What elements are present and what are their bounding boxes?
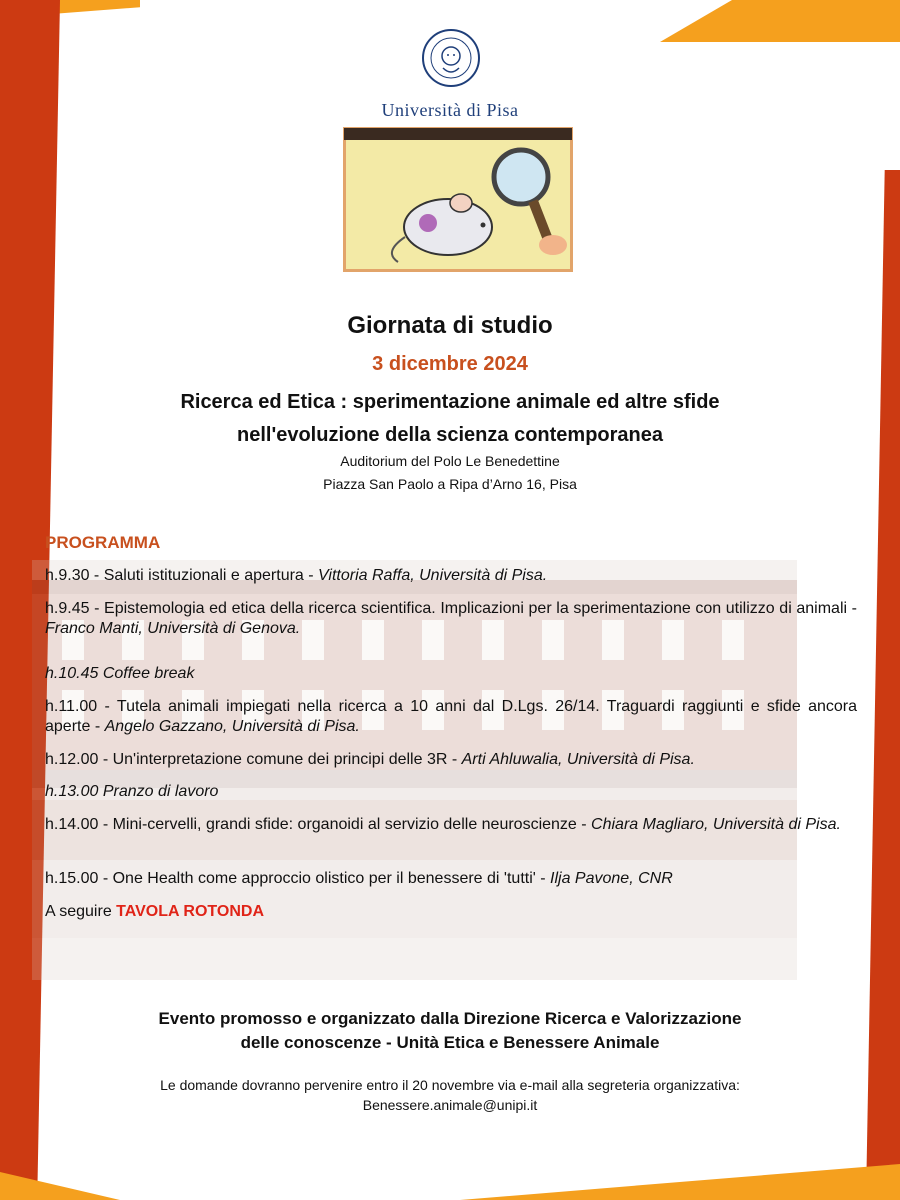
program-item bbox=[45, 697, 857, 737]
organizer-line-2: delle conoscenze - Unità Etica e Benessere Animale bbox=[240, 1033, 660, 1052]
event-subtitle bbox=[0, 386, 900, 452]
event-date: 3 dicembre 2024 bbox=[372, 353, 528, 375]
event-subtitle-line-2: nell'evoluzione della scienza contemporanea bbox=[237, 424, 663, 446]
bottom-right-orange-band bbox=[460, 1164, 900, 1200]
event-title: Giornata di studio bbox=[347, 312, 553, 339]
submission-line-1: Le domande dovranno pervenire entro il 20 novembre via e-mail alla segreteria organizzativa: bbox=[160, 1077, 740, 1093]
program-item-text: h.15.00 - One Health come approccio olistico per il benessere di 'tutti' - bbox=[45, 870, 551, 887]
program-item-speaker: Vittoria Raffa, Università di Pisa. bbox=[318, 567, 548, 584]
organizer-line-1: Evento promosso e organizzato dalla Direzione Ricerca e Valorizzazione bbox=[158, 1009, 742, 1028]
closing-prefix: A seguire bbox=[45, 903, 117, 920]
program-item-speaker: Chiara Magliaro, Università di Pisa. bbox=[591, 816, 841, 833]
program-heading: PROGRAMMA bbox=[45, 533, 161, 552]
program-closing bbox=[45, 902, 857, 922]
event-venue bbox=[0, 450, 900, 496]
program-item-text: h.14.00 - Mini-cervelli, grandi sfide: organoidi al servizio delle neuroscienze - bbox=[45, 816, 592, 833]
program-item bbox=[45, 566, 857, 586]
program-item-text: h.9.30 - Saluti istituzionali e apertura - bbox=[45, 567, 319, 584]
program-item-text: h.11.00 - Tutela animali impiegati nella ricerca a 10 anni dal D.Lgs. 26/14. Traguardi raggiunti e sfide ancora aperte - bbox=[45, 698, 857, 735]
program-break-label: h.10.45 Coffee break bbox=[45, 665, 195, 682]
program-break bbox=[45, 782, 857, 802]
submission-note bbox=[0, 1075, 900, 1115]
program-break-label: h.13.00 Pranzo di lavoro bbox=[45, 783, 219, 800]
mouse-magnifier-illustration bbox=[343, 127, 573, 272]
program-item bbox=[45, 599, 857, 639]
program-item-speaker: Franco Manti, Università di Genova. bbox=[45, 620, 301, 637]
venue-line-2: Piazza San Paolo a Ripa d’Arno 16, Pisa bbox=[323, 476, 577, 492]
venue-line-1: Auditorium del Polo Le Benedettine bbox=[340, 453, 560, 469]
organizer-note bbox=[0, 1007, 900, 1055]
round-table-highlight: TAVOLA ROTONDA bbox=[116, 903, 264, 920]
program-item-speaker: Ilja Pavone, CNR bbox=[550, 870, 673, 887]
program-item-speaker: Arti Ahluwalia, Università di Pisa. bbox=[461, 751, 695, 768]
program-item-text: h.12.00 - Un'interpretazione comune dei principi delle 3R - bbox=[45, 751, 462, 768]
program-item bbox=[45, 869, 857, 889]
university-seal-logo bbox=[421, 28, 481, 88]
program-item bbox=[45, 815, 857, 835]
university-name: Università di Pisa bbox=[381, 100, 519, 120]
top-right-orange-band bbox=[660, 0, 900, 42]
program-item bbox=[45, 750, 857, 770]
program-item-speaker: Angelo Gazzano, Università di Pisa. bbox=[104, 718, 360, 735]
event-subtitle-line-1: Ricerca ed Etica : sperimentazione animale ed altre sfide bbox=[180, 391, 720, 413]
contact-email[interactable]: Benessere.animale@unipi.it bbox=[362, 1097, 538, 1113]
program-break bbox=[45, 664, 857, 684]
program-item-text: h.9.45 - Epistemologia ed etica della ricerca scientifica. Implicazioni per la sperimentazione con utilizzo di animali - bbox=[45, 600, 857, 617]
